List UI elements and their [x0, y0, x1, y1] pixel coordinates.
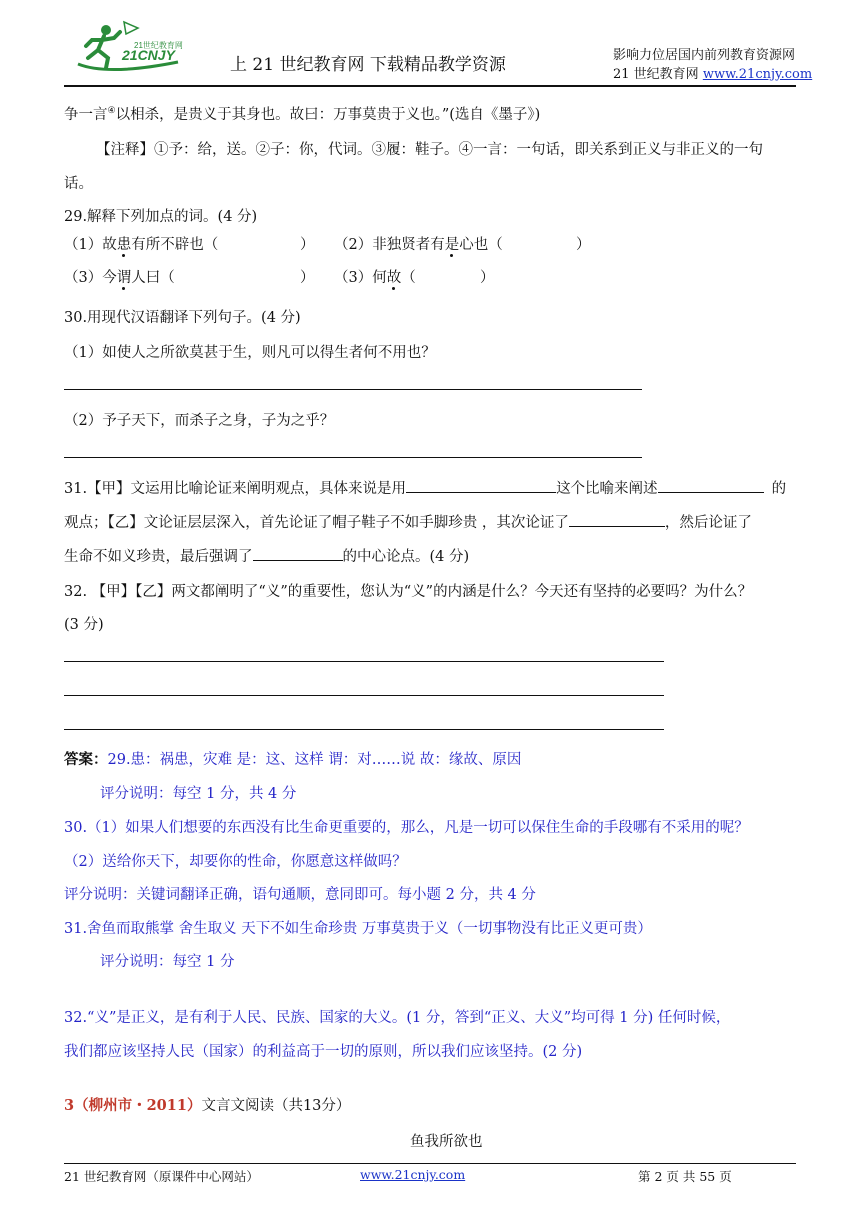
header-divider — [64, 85, 796, 87]
section-3-title: 鱼我所欲也 — [410, 1134, 483, 1150]
site-logo — [68, 18, 198, 82]
answer-30-score: 评分说明：关键词翻译正确，语句通顺，意同即可。每小题 2 分，共 4 分 — [64, 887, 536, 903]
question-31-line-2: 观点；【乙】文论证层层深入，首先论证了帽子鞋子不如手脚珍贵 ，其次论证了 ，然后论证了 — [64, 511, 752, 532]
section-3-heading: 3（柳州市・2011）文言文阅读（共13分） — [64, 1097, 351, 1114]
question-29-2: （2）非独贤者有是心也（ — [334, 237, 503, 253]
header-site: 21 世纪教育网 www.21cnjy.com — [613, 67, 813, 82]
blank-31-3[interactable] — [569, 512, 665, 527]
answer-31: 31.舍鱼而取熊掌 舍生取义 天下不如生命珍贵 万事莫贵于义（一切事物没有比正义更可贵） — [64, 921, 652, 937]
footer-left: 21 世纪教育网（原课件中心网站） — [64, 1169, 259, 1184]
question-31-line-3: 生命不如义珍贵，最后强调了 的中心论点。(4 分) — [64, 545, 469, 566]
question-30: 30.用现代汉语翻译下列句子。(4 分) — [64, 310, 301, 326]
header-title: 上 21 世纪教育网 下载精品教学资源 — [230, 55, 506, 75]
answer-30-2: （2）送给你天下，却要你的性命，你愿意这样做吗？ — [64, 854, 407, 870]
answer-line-30-1[interactable] — [64, 389, 642, 390]
footer-link[interactable]: www.21cnjy.com — [360, 1167, 466, 1182]
header-slogan: 影响力位居国内前列教育资源网 — [613, 48, 796, 63]
question-29: 29.解释下列加点的词。(4 分) — [64, 209, 258, 225]
blank-31-2[interactable] — [658, 478, 764, 493]
svg-text:21世纪教育网: 21世纪教育网 — [134, 41, 183, 50]
answer-32-line-1: 32.“义”是正义，是有利于人民、民族、国家的大义。(1 分，答到“正义、大义”均可得 1 分) 任何时候， — [64, 1010, 731, 1026]
answer-line-30-2[interactable] — [64, 457, 642, 458]
question-29-1: （1）故患有所不辟也（ — [64, 237, 219, 253]
question-29-3: （3）今谓人曰（ — [64, 270, 175, 286]
footer-page-number: 第 2 页 共 55 页 — [638, 1169, 732, 1184]
question-29-1-close: ） — [300, 237, 315, 253]
svg-text:21CNJY: 21CNJY — [122, 47, 175, 63]
passage-end: 争一言④以相杀，是贵义于其身也。故曰：万事莫贵于义也。”(选自《墨子》) — [64, 106, 541, 123]
blank-31-1[interactable] — [406, 478, 556, 493]
answer-32-line-2: 我们都应该坚持人民（国家）的利益高于一切的原则，所以我们应该坚持。(2 分) — [64, 1044, 583, 1060]
question-29-3-close: ） — [300, 270, 315, 286]
question-29-4: （3）何故（ — [334, 270, 416, 286]
answer-line-32-3[interactable] — [64, 729, 664, 730]
header-site-link[interactable]: www.21cnjy.com — [702, 67, 813, 82]
note-line-2: 话。 — [64, 176, 93, 192]
question-29-2-close: ） — [576, 237, 591, 253]
footer-divider — [64, 1163, 796, 1164]
answer-line-32-1[interactable] — [64, 661, 664, 662]
answer-29-score: 评分说明：每空 1 分，共 4 分 — [100, 786, 297, 802]
running-figure-icon — [68, 18, 198, 78]
question-32-score: (3 分) — [64, 617, 104, 633]
question-30-2: （2）予子天下，而杀子之身，子为之乎？ — [64, 413, 335, 429]
question-29-4-close: ） — [480, 270, 495, 286]
question-30-1: （1）如使人之所欲莫甚于生，则凡可以得生者何不用也？ — [64, 345, 436, 361]
question-32: 32. 【甲】【乙】两文都阐明了“义”的重要性，您认为“义”的内涵是什么？今天还有坚持的必要吗？为什么？ — [64, 584, 753, 600]
note-line-1: 【注释】①予：给，送。②子：你，代词。③履：鞋子。④一言：一句话，即关系到正义与非正义的一句 — [96, 142, 763, 158]
answer-29: 答案：29.患：祸患，灾难 是：这、这样 谓：对……说 故：缘故、原因 — [64, 751, 522, 768]
answer-30-1: 30.（1）如果人们想要的东西没有比生命更重要的，那么，凡是一切可以保住生命的手段哪有不采用的呢？ — [64, 820, 749, 836]
answer-31-score: 评分说明：每空 1 分 — [100, 954, 235, 970]
question-31-line-1: 31.【甲】文运用比喻论证来阐明观点，具体来说是用 这个比喻来阐述 的 — [64, 477, 786, 498]
answer-line-32-2[interactable] — [64, 695, 664, 696]
blank-31-4[interactable] — [253, 546, 343, 561]
